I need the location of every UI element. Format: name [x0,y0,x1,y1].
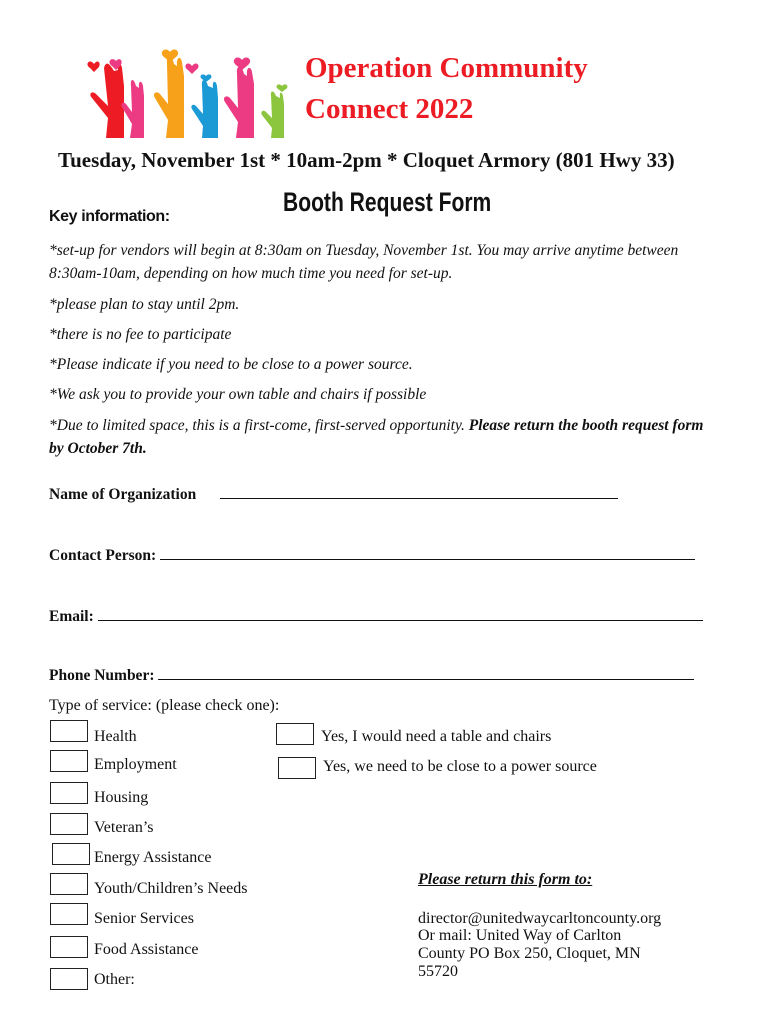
checkbox-health[interactable] [50,720,88,742]
checkbox-employment[interactable] [50,750,88,772]
label-other: Other: [94,971,135,988]
note-deadline-text: *Due to limited space, this is a first-come, first-served opportunity. [49,417,469,434]
hand-pink-2 [185,63,198,74]
note-deadline [49,414,719,460]
organization-field [49,485,618,504]
checkbox-table-chairs[interactable] [276,723,314,745]
hand-red [87,61,124,138]
form-title: Booth Request Form [283,187,492,217]
return-mail-line-3: 55720 [418,963,458,980]
phone-field [49,666,694,685]
label-senior-services: Senior Services [94,910,194,927]
organization-label: Name of Organization [49,486,197,503]
label-veterans: Veteran’s [94,819,154,836]
label-youth-children: Youth/Children’s Needs [94,880,248,897]
label-power-source: Yes, we need to be close to a power source [323,758,597,775]
checkbox-other[interactable] [50,968,88,990]
note-fee: *there is no fee to participate [49,326,232,343]
note-power: *Please indicate if you need to be close to a power source. [49,356,413,373]
return-mail-line-1: Or mail: United Way of Carlton [418,927,622,944]
label-table-chairs: Yes, I would need a table and chairs [321,728,552,745]
label-health: Health [94,728,137,745]
return-heading: Please return this form to: [418,871,593,888]
event-details: Tuesday, November 1st * 10am-2pm * Cloquet Armory (801 Hwy 33) [58,148,675,172]
label-energy-assistance: Energy Assistance [94,849,212,866]
note-table: *We ask you to provide your own table and chairs if possible [49,386,427,403]
checkbox-food-assistance[interactable] [50,936,88,958]
hand-pink-3 [224,57,254,138]
email-input-line[interactable] [98,607,703,621]
hand-orange [154,49,184,138]
checkbox-veterans[interactable] [50,813,88,835]
checkbox-housing[interactable] [50,782,88,804]
email-label: Email: [49,608,94,625]
email-field [49,607,703,626]
contact-label: Contact Person: [49,547,157,564]
note-setup: *set-up for vendors will begin at 8:30am on Tuesday, November 1st. You may arrive anytime between 8:30am-10am, depending on how much time you need for set-up. [49,242,679,282]
hand-green [261,84,287,138]
phone-label: Phone Number: [49,667,155,684]
checkbox-youth-children[interactable] [50,873,88,895]
organization-input-line[interactable] [220,485,618,499]
title-line-1: Operation Community [305,52,588,84]
hand-blue [191,74,218,138]
checkbox-power-source[interactable] [278,757,316,779]
contact-input-line[interactable] [160,546,695,560]
return-mail-line-2: County PO Box 250, Cloquet, MN [418,945,641,962]
checkbox-energy-assistance[interactable] [52,843,90,865]
label-housing: Housing [94,789,149,806]
contact-field [49,546,695,565]
title-line-2: Connect 2022 [305,93,474,125]
label-employment: Employment [94,756,177,773]
note-stay: *please plan to stay until 2pm. [49,296,240,313]
key-info-heading: Key information: [49,208,170,225]
note-deadline-bold: Please return the booth request form by October 7th. [49,417,704,457]
service-prompt: Type of service: (please check one): [49,697,280,714]
hands-logo [86,46,306,141]
phone-input-line[interactable] [158,666,694,680]
return-email[interactable]: director@unitedwaycarltoncounty.org [418,910,662,927]
label-food-assistance: Food Assistance [94,941,199,958]
checkbox-senior-services[interactable] [50,903,88,925]
